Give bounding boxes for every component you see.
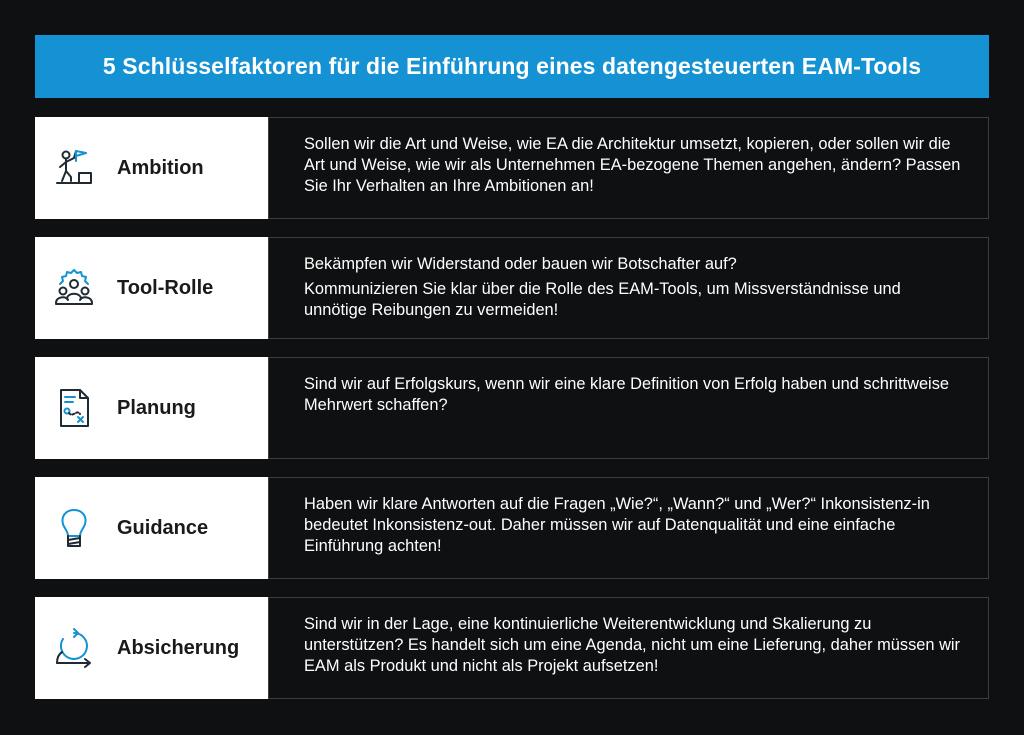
factor-label: Guidance — [117, 516, 209, 539]
factor-description — [268, 117, 989, 219]
factor-row-absicherung — [35, 597, 989, 699]
factor-row-guidance — [35, 477, 989, 579]
factor-label-card — [35, 237, 268, 339]
factor-description — [268, 357, 989, 459]
continuous-cycle-icon — [53, 627, 95, 669]
factor-label-card — [35, 477, 268, 579]
description-paragraph: Sind wir in der Lage, eine kontinuierliche Weiterentwicklung und Skalierung zu unterstützen? Es handelt sich um eine Agenda, nicht um eine Lieferung, daher müssen wir EAM als Produkt und nicht als Projekt aufsetzen! — [304, 615, 961, 675]
plan-document-icon — [53, 387, 95, 429]
factor-label-card — [35, 357, 268, 459]
factor-row-ambition — [35, 117, 989, 219]
factor-description — [268, 597, 989, 699]
lightbulb-icon — [53, 507, 95, 549]
factor-label: Planung — [117, 396, 196, 419]
team-gear-icon — [53, 267, 95, 309]
factor-description — [268, 237, 989, 339]
description-paragraph: Bekämpfen wir Widerstand oder bauen wir Botschafter auf? — [304, 255, 737, 273]
factor-label-card — [35, 117, 268, 219]
climber-flag-icon — [53, 147, 95, 189]
factor-label: Absicherung — [117, 636, 240, 659]
factor-label: Tool-Rolle — [117, 276, 214, 299]
description-paragraph: Kommunizieren Sie klar über die Rolle des EAM-Tools, um Missverständnisse und unnötige Reibungen zu vermeiden! — [304, 280, 901, 319]
factor-label-card — [35, 597, 268, 699]
factor-row-planung — [35, 357, 989, 459]
factor-row-tool-rolle — [35, 237, 989, 339]
description-paragraph: Sollen wir die Art und Weise, wie EA die Architektur umsetzt, kopieren, oder sollen wir die Art und Weise, wie wir als Unternehmen EA-bezogene Themen angehen, ändern? Passen Sie Ihr Verhalten an Ihre Ambitionen an! — [304, 135, 961, 195]
factor-description — [268, 477, 989, 579]
description-paragraph: Haben wir klare Antworten auf die Fragen „Wie?“, „Wann?“ und „Wer?“ Inkonsistenz-in bedeutet Inkonsistenz-out. Daher müssen wir auf Datenqualität und eine einfache Einführung achten! — [304, 495, 930, 555]
title-banner — [35, 35, 989, 98]
page-title: 5 Schlüsselfaktoren für die Einführung eines datengesteuerten EAM-Tools — [102, 53, 922, 79]
factor-label: Ambition — [117, 156, 204, 179]
description-paragraph: Sind wir auf Erfolgskurs, wenn wir eine klare Definition von Erfolg haben und schrittweise Mehrwert schaffen? — [304, 375, 950, 414]
